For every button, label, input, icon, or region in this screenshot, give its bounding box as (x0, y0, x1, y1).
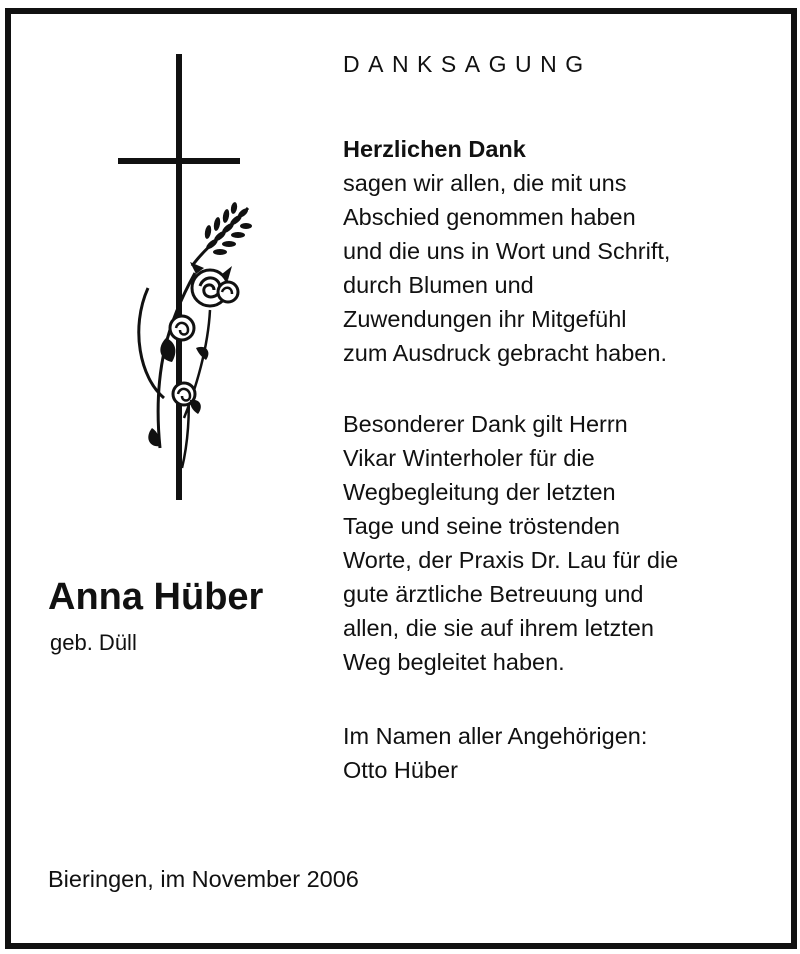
special-thanks-line: Vikar Winterholer für die (343, 445, 595, 471)
thanks-line: sagen wir allen, die mit uns (343, 170, 627, 196)
maiden-name: geb. Düll (50, 630, 137, 655)
thanks-line: Abschied genommen haben (343, 204, 636, 230)
thanks-line: und die uns in Wort und Schrift, (343, 238, 671, 264)
notice-heading: DANKSAGUNG (343, 51, 592, 77)
deceased-name: Anna Hüber (48, 576, 264, 618)
signer-name: Otto Hüber (343, 757, 458, 783)
special-thanks-line: allen, die sie auf ihrem letzten (343, 615, 654, 641)
special-thanks-line: Tage und seine tröstenden (343, 513, 620, 539)
special-thanks-line: Besonderer Dank gilt Herrn (343, 411, 628, 437)
thanks-paragraph (343, 132, 773, 370)
cross-with-roses-icon (100, 48, 270, 508)
thanks-line: Zuwendungen ihr Mitgefühl (343, 306, 627, 332)
special-thanks-line: Wegbegleitung der letzten (343, 479, 616, 505)
thanks-lead: Herzlichen Dank (343, 136, 526, 162)
signoff-line: Im Namen aller Angehörigen: (343, 723, 648, 749)
deceased-block (48, 574, 263, 658)
thanks-line: durch Blumen und (343, 272, 534, 298)
special-thanks-line: gute ärztliche Betreuung und (343, 581, 644, 607)
special-thanks-line: Weg begleitet haben. (343, 649, 565, 675)
special-thanks-line: Worte, der Praxis Dr. Lau für die (343, 547, 679, 573)
thanks-column (343, 48, 773, 787)
special-thanks-paragraph (343, 407, 773, 679)
signoff (343, 719, 773, 787)
thanks-line: zum Ausdruck gebracht haben. (343, 340, 667, 366)
place-date: Bieringen, im November 2006 (48, 866, 359, 892)
